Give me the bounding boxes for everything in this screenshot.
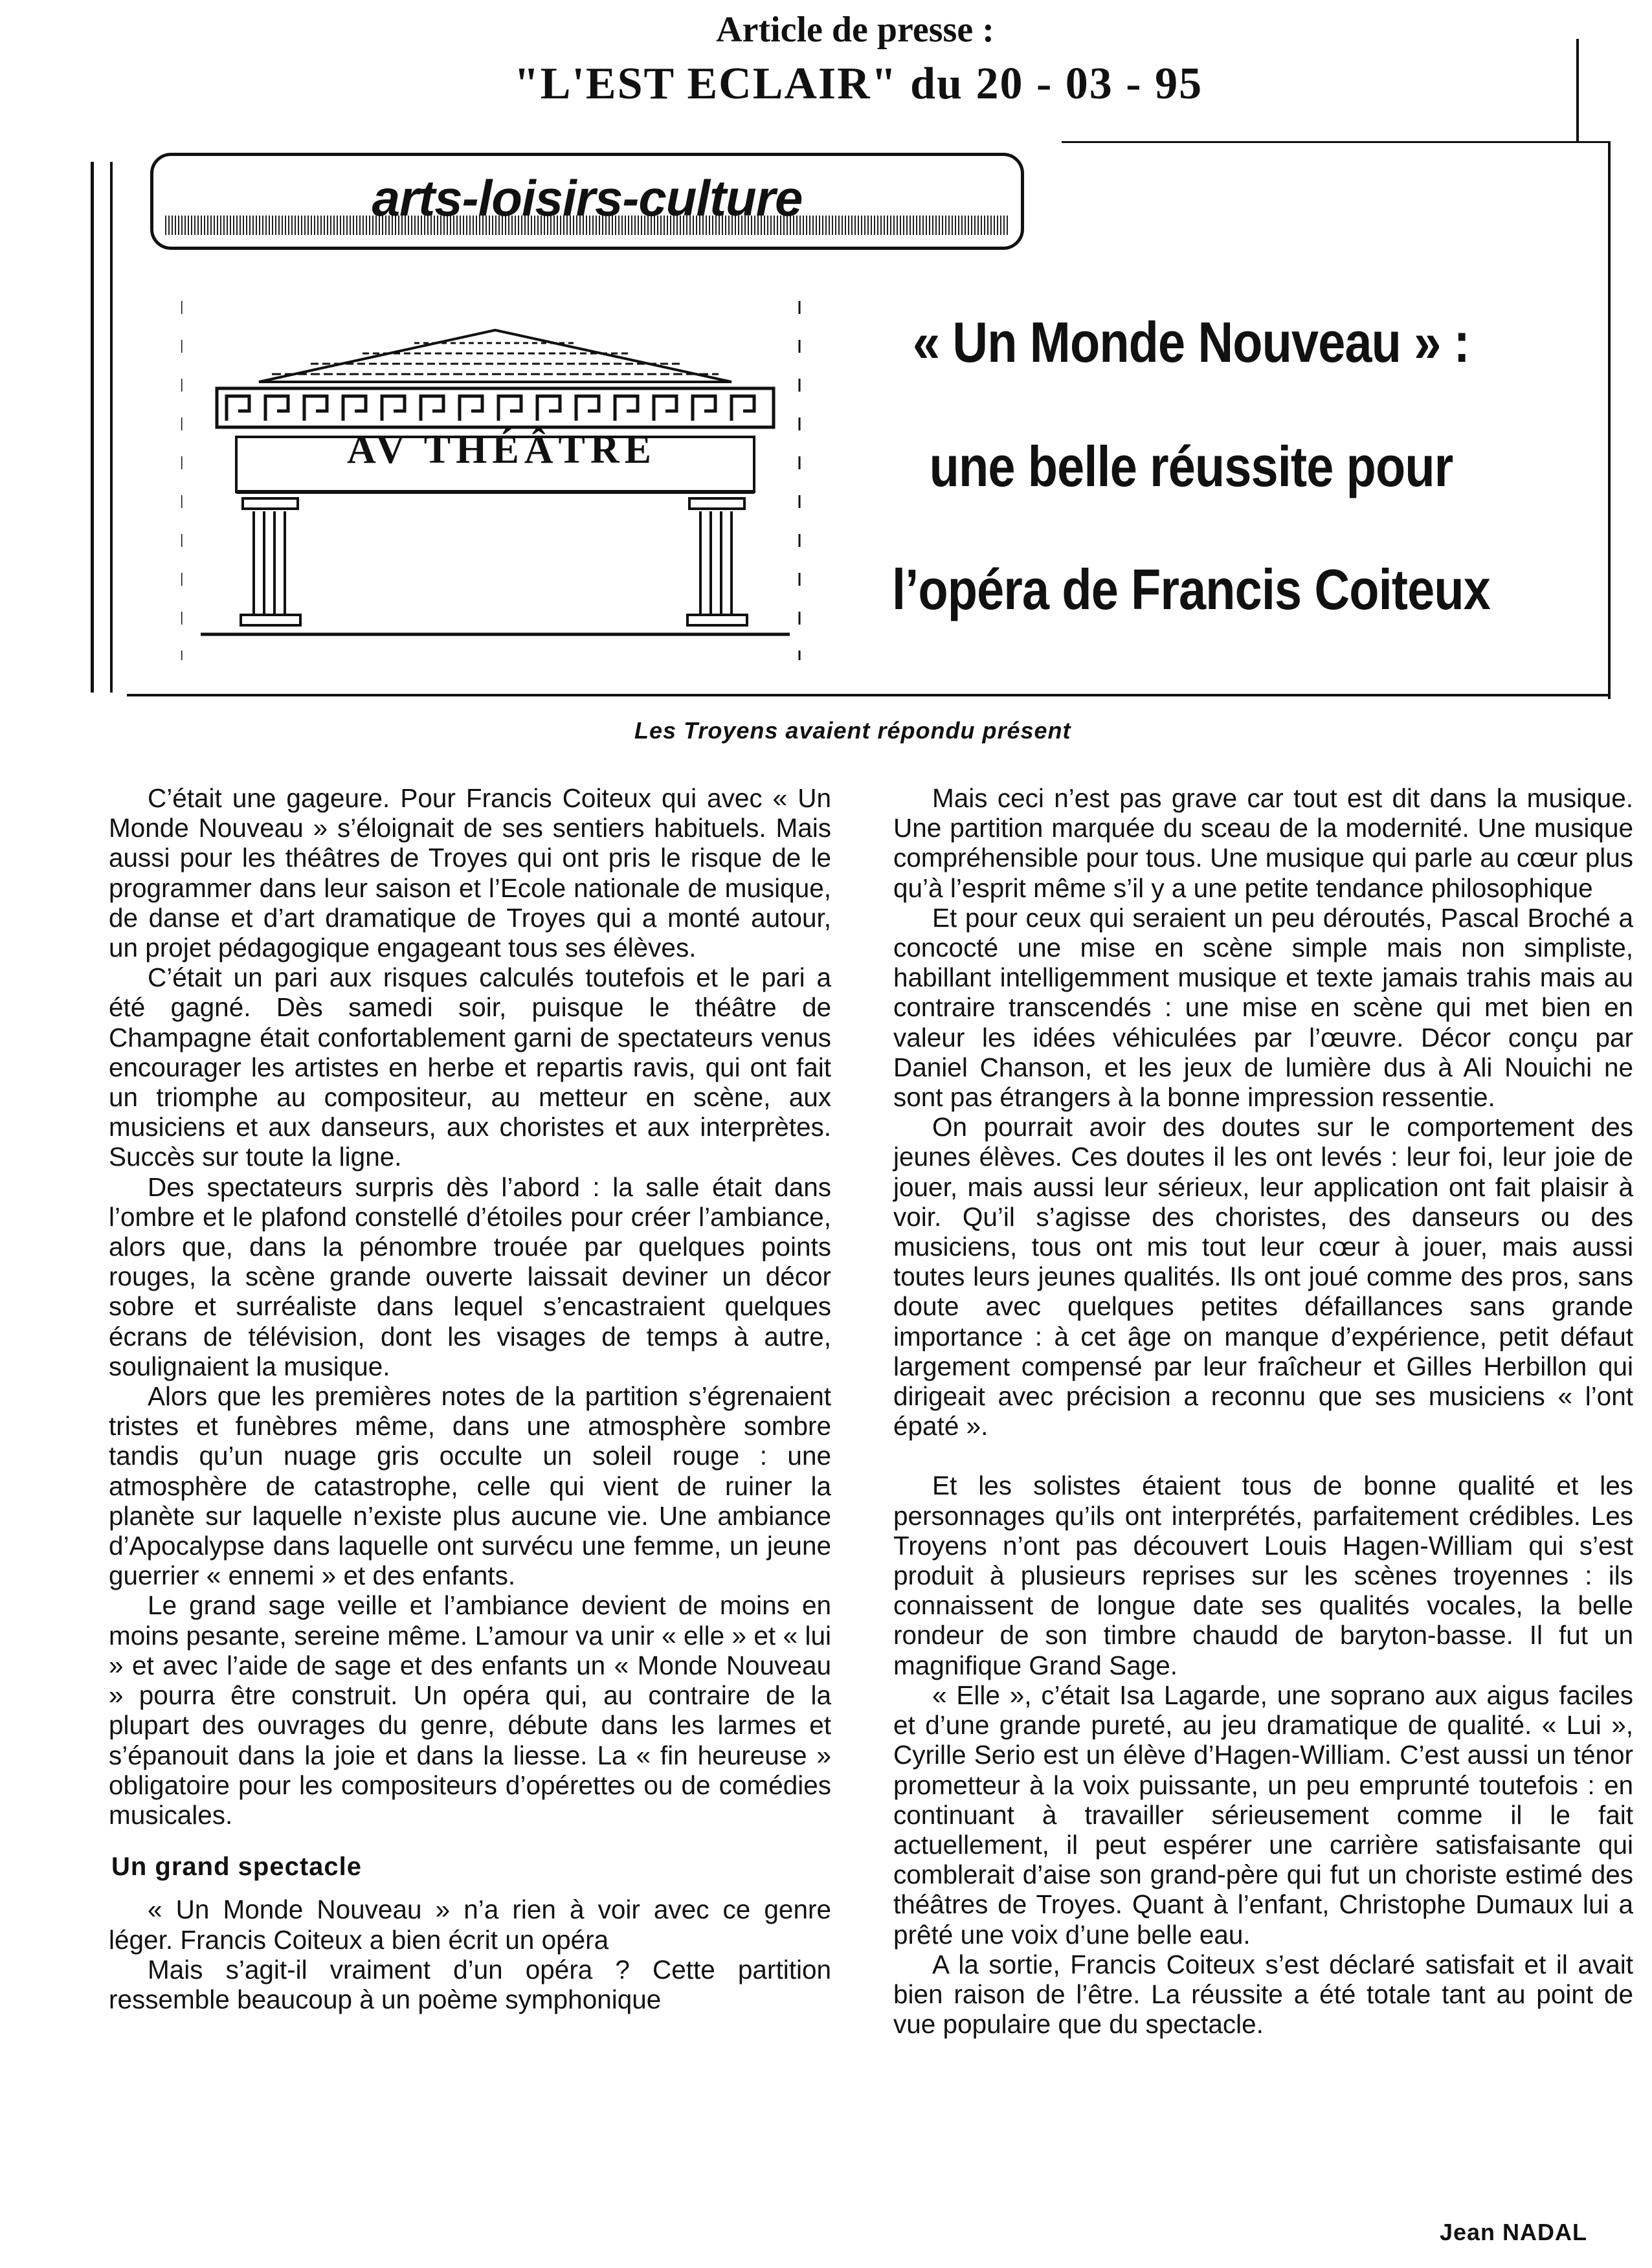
paragraph: C’était une gageure. Pour Francis Coiteux qui avec « Un Monde Nouveau » s’éloignait de ses sentiers habituels. Mais aussi pour les théâtres de Troyes qui ont pris le risque de le programmer dans leur saison et l’Ecole nationale de musique, de danse et d’art dramatique de Troyes qui a monté autour, un projet pédagogique engageant tous ses élèves. <box>109 783 831 963</box>
paragraph: Mais ceci n’est pas grave car tout est dit dans la musique. Une partition marquée du sceau de la modernité. Une musique compréhensible pour tous. Une musique qui parle au cœur plus qu’à l’esprit même s’il y a une petite tendance philosophique <box>893 783 1633 903</box>
paragraph: Des spectateurs surpris dès l’abord : la salle était dans l’ombre et le plafond constellé d’étoiles pour créer l’ambiance, alors que, dans la pénombre trouée par quelques points rouges, la scène grande ouverte laissait deviner un décor sobre et surréaliste dans lequel s’encastraient quelques écrans de télévision, dont les visages de temps à autre, soulignaient la musique. <box>109 1172 831 1381</box>
paragraph: Et pour ceux qui seraient un peu déroutés, Pascal Broché a concocté une mise en scène simple mais non simpliste, habillant intelligemment musique et texte jamais trahis mais au contraire transcendés : une mise en scène qui met bien en valeur les idées véhiculées par l’œuvre. Décor conçu par Daniel Chanson, et les jeux de lumière dus à Ali Nouichi ne sont pas étrangers à la bonne impression ressentie. <box>893 902 1633 1113</box>
clipping-edge-right-lower <box>1608 142 1611 699</box>
subheadline: Les Troyens avaient répondu présent <box>634 717 1071 744</box>
paragraph: Le grand sage veille et l’ambiance devient de moins en moins pesante, sereine même. L’amour va unir « elle » et « lui » et avec l’aide de sage et des enfants un « Monde Nouveau » pourra être construit. Un opéra qui, au contraire de la plupart des ouvrages du genre, débute dans les larmes et s’épanouit dans la joie et dans la liesse. La « fin heureuse » obligatoire pour les compositeurs d’opérettes ou de comédies musicales. <box>109 1590 831 1830</box>
paragraph: C’était un pari aux risques calculés toutefois et le pari a été gagné. Dès samedi soir, puisque le théâtre de Champagne était confortablement garni de spectateurs venus encourager les artistes en herbe et repartis ravis, qui ont fait un triomphe au compositeur, au metteur en scène, aux musiciens et aux danseurs, aux choristes et aux interprètes. Succès sur toute la ligne. <box>109 962 831 1172</box>
paragraph: On pourrait avoir des doutes sur le comportement des jeunes élèves. Ces doutes il les ont levés : leur foi, leur joie de jouer, mais aussi leur sérieux, leur application ont fait plaisir à voir. Qu’il s’agisse des choristes, des danseurs ou des musiciens, tous ont mis tout leur cœur à jouer, mais aussi toutes leurs jeunes qualités. Ils ont joué comme des pros, sans doute avec quelques petites défaillances sans grande importance : à cet âge on manque d’expérience, petit défaut largement compensé par leur fraîcheur et Gilles Herbillon qui dirigeait avec précision a reconnu que ses musiciens « l’ont épaté ». <box>893 1112 1633 1441</box>
headline-line-1: « Un Monde Nouveau » : <box>913 310 1469 374</box>
section-title: arts-loisirs-culture <box>372 170 803 227</box>
article-column-1 <box>109 783 831 2014</box>
author-signature: Jean NADAL <box>1439 2219 1587 2245</box>
headline-line-2: une belle réussite pour <box>929 434 1453 498</box>
clipping-edge-left-inner <box>110 162 113 693</box>
paragraph: « Elle », c’était Isa Lagarde, une soprano aux aigus faciles et d’une grande pureté, au jeu dramatique de qualité. « Lui », Cyrille Serio est un élève d’Hagen-William. C’est aussi un ténor prometteur à la voix puissante, un peu emprunté toutefois : en continuant à travailler sérieusement comme il le fait actuellement, il peut espérer une carrière satisfaisante qui comblerait d’aise son grand-père qui fut un choriste estimé des théâtres de Troyes. Quant à l’enfant, Christophe Dumaux lui a prêté une voix d’une belle eau. <box>893 1680 1633 1950</box>
article-column-2 <box>893 783 1633 2039</box>
clipping-edge-left <box>91 162 94 693</box>
section-heading: Un grand spectacle <box>111 1852 363 1882</box>
header-rule <box>127 694 1609 696</box>
paragraph: A la sortie, Francis Coiteux s’est déclaré satisfait et il avait bien raison de l’être. La réussite a été totale tant au point de vue populaire que du spectacle. <box>893 1949 1633 2040</box>
newspaper-date-line: "L'EST ECLAIR" du 20 - 03 - 95 <box>513 59 1203 109</box>
theatre-logo <box>181 298 809 667</box>
paragraph: « Un Monde Nouveau » n’a rien à voir avec ce genre léger. Francis Coiteux a bien écrit un opéra <box>109 1895 831 1955</box>
theatre-logo-drawing <box>181 298 809 667</box>
paragraph: Mais s’agit-il vraiment d’un opéra ? Cette partition ressemble beaucoup à un poème symphonique <box>109 1954 831 2014</box>
press-article-label: Article de presse : <box>716 10 994 50</box>
headline-line-3: l’opéra de Francis Coiteux <box>892 557 1490 621</box>
clipping-edge-top <box>1062 141 1611 143</box>
section-banner <box>150 153 1024 250</box>
paragraph: Et les solistes étaient tous de bonne qualité et les personnages qu’ils ont interprétés, parfaitement crédibles. Les Troyens n’ont pas découvert Louis Hagen-William qui s’est produit à plusieurs reprises sur les scènes troyennes : ils connaissent de longue date ses qualités vocales, la belle rondeur de son timbre chaudd de baryton-basse. Il fut un magnifique Grand Sage. <box>893 1471 1633 1680</box>
paragraph: Alors que les premières notes de la partition s’égrenaient tristes et funèbres même, dans une atmosphère sombre tandis qu’un nuage gris occulte un soleil rouge : une atmosphère de catastrophe, celle qui vient de ruiner la planète sur laquelle n’existe plus aucune vie. Une ambiance d’Apocalypse dans laquelle ont survécu une femme, un jeune guerrier « ennemi » et des enfants. <box>109 1381 831 1591</box>
theatre-logo-label: AV THÉÂTRE <box>346 428 656 472</box>
clipping-edge-right <box>1576 39 1579 142</box>
